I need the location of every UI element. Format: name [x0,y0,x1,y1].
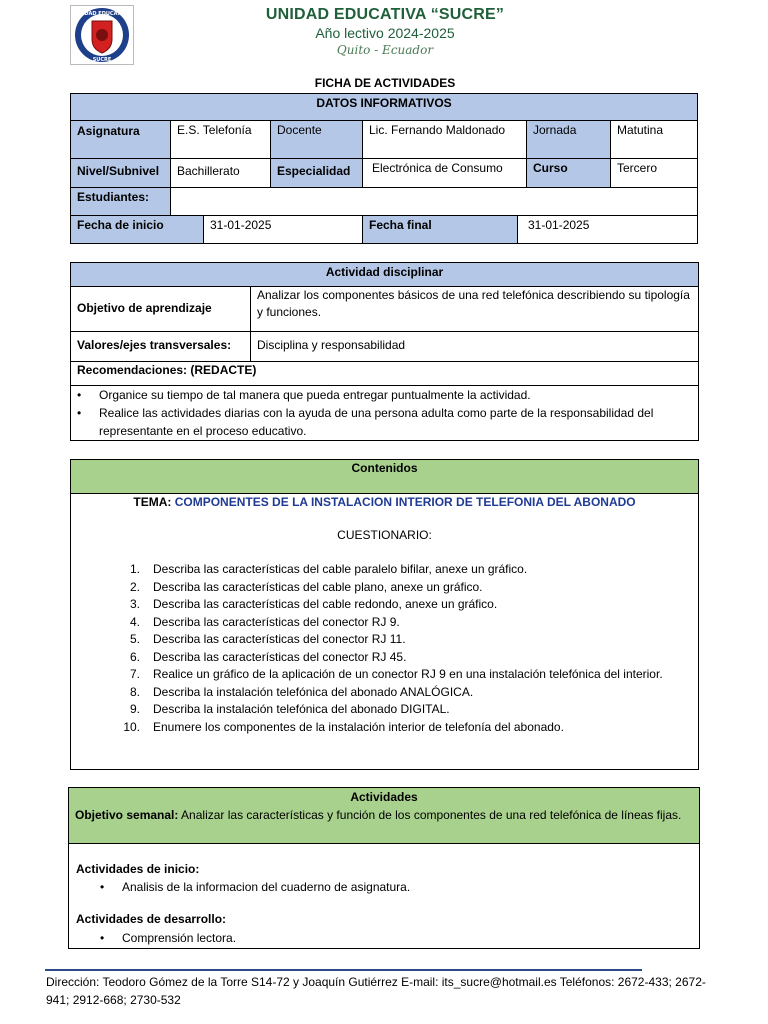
question-item: 10. Enumere los componentes de la instalación interior de telefonía del abonado. [123,719,564,734]
objetivo-semanal [75,806,693,824]
asignatura-label: Asignatura [70,120,171,159]
inicio-item: • Analisis de la informacion del cuaderno de asignatura. [100,880,411,894]
docente-value: Lic. Fernando Maldonado [362,120,527,159]
actividades-header [68,787,700,844]
tema-line [71,494,698,511]
curso-label: Curso [526,158,611,188]
contenidos-body [70,493,699,770]
question-item: 9. Describa la instalación telefónica del abonado DIGITAL. [129,702,450,716]
actividad-title: Actividad disciplinar [70,262,699,287]
cuestionario-label: CUESTIONARIO: [337,528,432,542]
question-item: 1. Describa las características del cable paralelo bifilar, anexe un gráfico. [129,562,528,576]
question-item: 8. Describa la instalación telefónica del abonado ANALÓGICA. [129,684,474,699]
valores-label: Valores/ejes transversales: [70,331,251,362]
school-city: Quito - Ecuador [336,43,434,57]
nivel-label: Nivel/Subnivel [70,158,171,188]
curso-value: Tercero [610,158,698,188]
valores-value: Disciplina y responsabilidad [250,331,699,362]
estudiantes-value [170,187,698,216]
fecha-inicio-value: 31-01-2025 [203,215,363,244]
estudiantes-label: Estudiantes: [70,187,171,216]
questions-list [100,561,690,736]
datos-title: DATOS INFORMATIVOS [70,93,698,121]
actividades-inicio-label: Actividades de inicio: [76,862,200,876]
school-name: UNIDAD EDUCATIVA “SUCRE” [265,6,505,23]
nivel-value: Bachillerato [170,158,271,188]
school-logo [70,5,134,65]
asignatura-value: E.S. Telefonía [170,120,271,159]
docente-label: Docente [270,120,363,159]
fecha-inicio-label: Fecha de inicio [70,215,204,244]
recomendaciones-label: Recomendaciones: (REDACTE) [70,361,699,386]
objetivo-semanal-label: Objetivo semanal: [75,808,179,822]
jornada-value: Matutina [610,120,698,159]
tema-value: COMPONENTES DE LA INSTALACION INTERIOR DE TELEFONIA DEL ABONADO [174,495,636,509]
school-year: Año lectivo 2024-2025 [315,25,455,41]
footer-contact: Dirección: Teodoro Gómez de la Torre S14-72 y Joaquín Gutiérrez E-mail: its_sucre@hotmail.es Teléfonos: 2672-433; 2672-941; 2912-668; 2730-532 [46,975,706,1007]
question-item: 6. Describa las características del conector RJ 45. [129,649,407,664]
jornada-label: Jornada [526,120,611,188]
fecha-final-label: Fecha final [362,215,518,244]
objetivo-semanal-value: Analizar las características y función de los componentes de una red telefónica de líneas fijas. [181,808,682,822]
recomendacion-item: • Organice su tiempo de tal manera que pueda entregar puntualmente la actividad. [71,386,692,404]
sheet-title: FICHA DE ACTIVIDADES [314,76,456,90]
fecha-final-value: 31-01-2025 [517,215,698,244]
logo-text-top: UNIDAD EDUCATIVA [74,11,130,17]
footer-divider [45,969,642,971]
objetivo-aprendizaje-value: Analizar los componentes básicos de una red telefónica describiendo su tipología y funciones. [250,286,699,332]
contenidos-title: Contenidos [70,459,699,494]
especialidad-label: Especialidad [270,158,363,188]
especialidad-value: Electrónica de Consumo [362,158,527,188]
objetivo-aprendizaje-label: Objetivo de aprendizaje [70,286,251,332]
logo-text-bottom: SUCRE [92,57,112,63]
actividades-desarrollo-label: Actividades de desarrollo: [76,912,227,926]
question-item: 3. Describa las características del cable redondo, anexe un gráfico. [129,597,498,611]
actividades-body [68,843,700,949]
question-item: 7. Realice un gráfico de la aplicación de un conector RJ 9 en una instalación telefónica del interior. [129,667,663,681]
question-item: 4. Describa las características del conector RJ 9. [129,614,400,629]
question-item: 2. Describa las características del cable plano, anexe un gráfico. [129,579,483,594]
recomendaciones-list [70,385,699,441]
actividades-title: Actividades [350,790,418,804]
question-item: 5. Describa las características del conector RJ 11. [129,632,406,646]
recomendacion-item: • Realice las actividades diarias con la ayuda de una persona adulta como parte de la responsabilidad del representante en el proceso educativo. [71,404,692,440]
tema-label: TEMA: [133,495,172,509]
desarrollo-item: • Comprensión lectora. [100,931,237,945]
